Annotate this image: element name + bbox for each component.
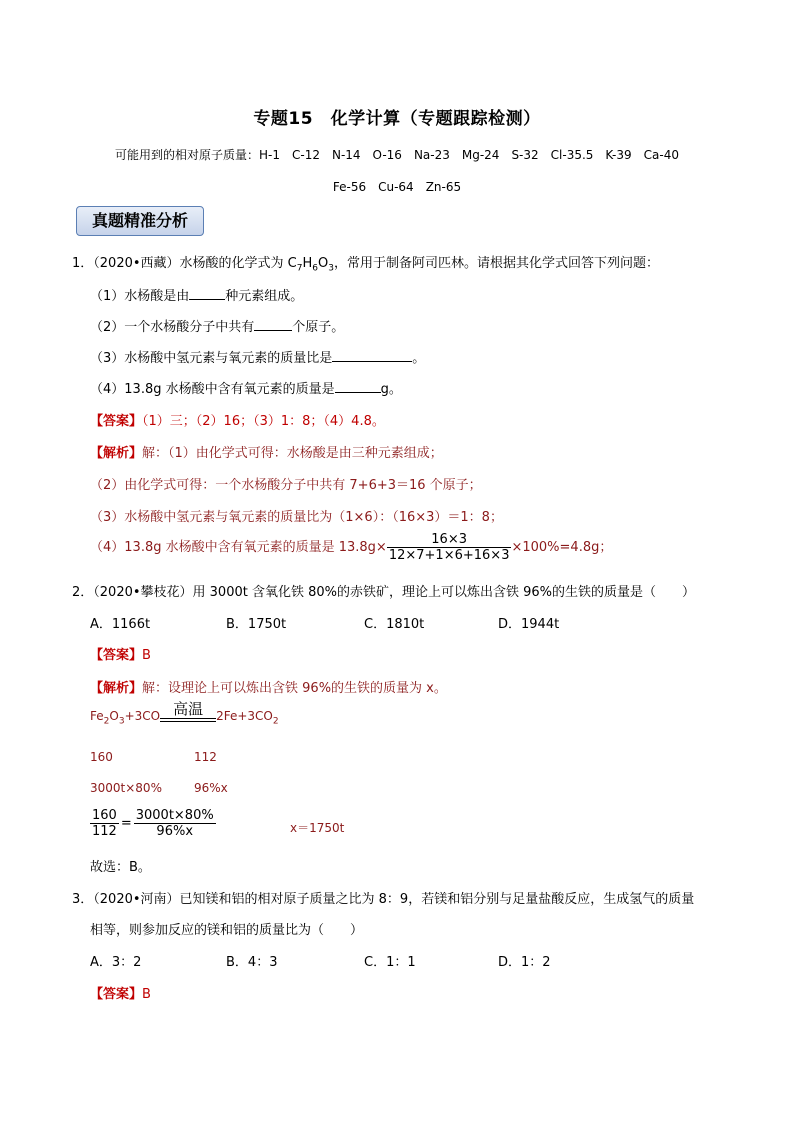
answer-blank[interactable] [332,349,412,362]
q3-answer: 【答案】B [90,987,151,1002]
page-title: 专题15 化学计算（专题跟踪检测） [253,109,541,129]
q2-conclusion: 故选：B。 [90,860,151,875]
q1-analysis-1: 【解析】解：（1）由化学式可得：水杨酸是由三种元素组成； [90,446,443,461]
molar-mass-fe2o3: 160 [90,750,113,764]
q1-stem: 1．（2020•西藏）水杨酸的化学式为 $C_7H_6O_3$，常用于制备阿司匹林。请根据其化学式回答下列问题： [72,256,659,274]
ratio-equation: $\frac{160}{112}$ = $\frac{3000t\times 80\%}{96\%x}$ [92,808,214,839]
q1-analysis-2: （2）由化学式可得：一个水杨酸分子中共有 7+6+3＝16 个原子； [90,478,482,493]
q3-stem-line-2: 相等，则参加反应的镁和铝的质量比为（ ） [90,923,364,938]
q3-option-b[interactable]: B．4：3 [226,955,278,970]
q2-stem: 2．（2020•攀枝花）用 3000t 含氧化铁 80%的赤铁矿，理论上可以炼出含铁 96%的生铁的质量是（ ） [72,585,696,600]
q1-part-2: （2）一个水杨酸分子中共有 个原子。 [90,320,345,335]
q2-option-d[interactable]: D．1944t [498,617,560,632]
q1-part-1: （1）水杨酸是由 种元素组成。 [90,289,304,304]
q3-stem-line-1: 3．（2020•河南）已知镁和铝的相对原子质量之比为 8：9，若镁和铝分别与足量盐酸反应，生成氢气的质量 [72,892,695,907]
result: x＝1750t [290,821,345,835]
q2-answer: 【答案】B [90,648,151,663]
fraction: $\frac{16\times 3}{12\times 7+1\times 6+16\times 3}$ [388,532,510,563]
q2-option-c[interactable]: C．1810t [364,617,425,632]
molar-mass-fe: 112 [194,750,217,764]
given-mass: 3000t×80% [90,781,162,795]
q3-option-d[interactable]: D．1：2 [498,955,551,970]
q2-analysis-1: 【解析】解：设理论上可以炼出含铁 96%的生铁的质量为 x。 [90,681,447,696]
atomic-masses-line-2: Fe-56 Cu-64 Zn-65 [332,180,462,194]
ratio-left: $\frac{160}{112}$ [92,808,117,839]
q1-answer: 【答案】（1）三；（2）16；（3）1：8；（4）4.8。 [90,414,385,429]
answer-blank[interactable] [189,287,225,300]
atomic-masses-line-1: 可能用到的相对原子质量：H-1 C-12 N-14 O-16 Na-23 Mg-24 S-32 Cl-35.5 K-39 Ca-40 [115,148,679,162]
answer-blank[interactable] [335,380,381,393]
chemical-equation: $Fe_2O_3+3CO$ 高温 $2Fe+3CO_2$ [90,700,279,726]
q1-part-3: （3）水杨酸中氢元素与氧元素的质量比是 。 [90,351,426,366]
q3-option-c[interactable]: C．1：1 [364,955,416,970]
q3-option-a[interactable]: A．3：2 [90,955,142,970]
q1-analysis-3: （3）水杨酸中氢元素与氧元素的质量比为（1×6）：（16×3）＝1：8； [90,510,503,525]
ratio-right: $\frac{3000t\times 80\%}{96\%x}$ [135,808,214,839]
q2-option-a[interactable]: A．1166t [90,617,151,632]
q1-part-4: （4）13.8g 水杨酸中含有氧元素的质量是 g。 [90,382,402,397]
reaction-condition: 高温 [173,700,204,718]
q1-analysis-4: （4）13.8g 水杨酸中含有氧元素的质量是 13.8g× $\frac{16\times 3}{12\times 7+1\times 6+16\times 3}$ ×100%=4.8g； [90,532,613,563]
answer-blank[interactable] [254,318,292,331]
section-header: 真题精准分析 [76,206,204,236]
q2-option-b[interactable]: B．1750t [226,617,287,632]
unknown-mass: 96%x [194,781,228,795]
